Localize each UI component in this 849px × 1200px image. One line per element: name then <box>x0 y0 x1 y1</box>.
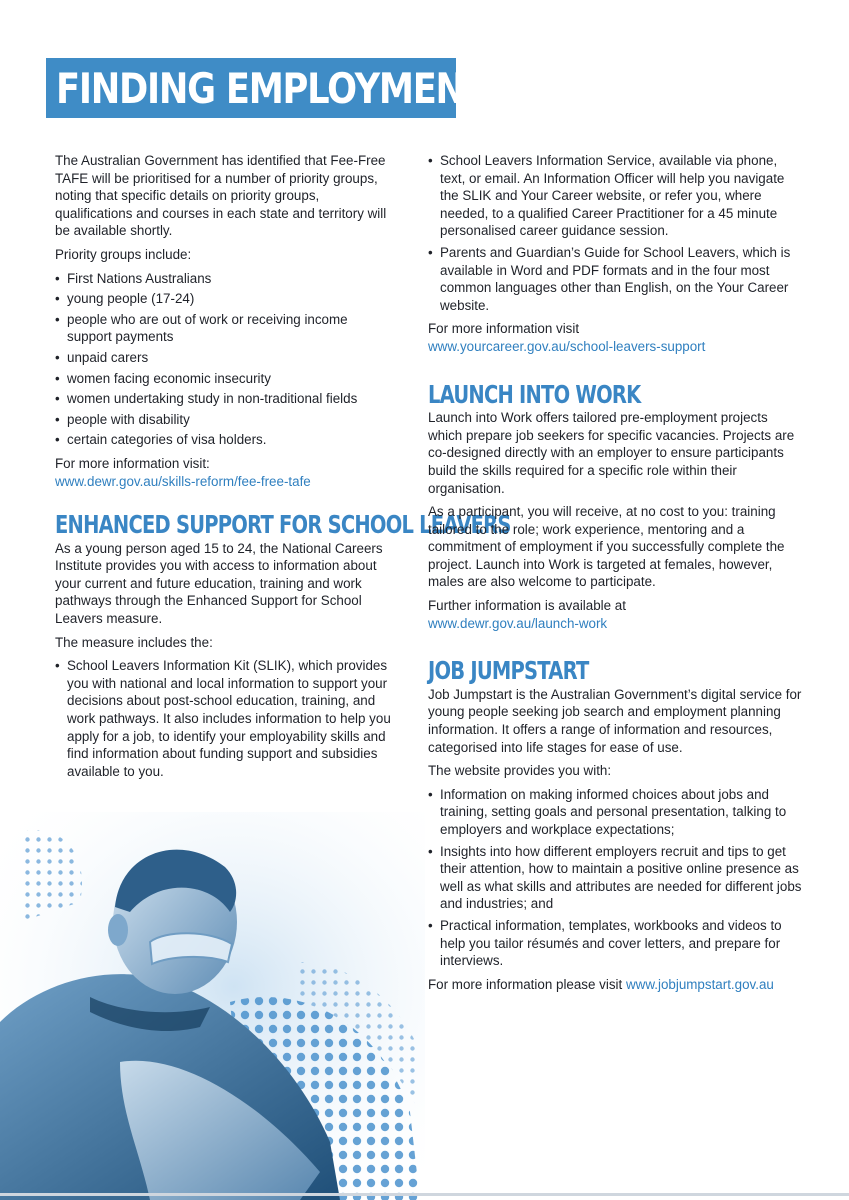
launch-paragraph-2: As a participant, you will receive, at no cost to you: training tailored to the role; work experience, mentoring and a commitment of employment if you successfully complete the project. Launch into Work is targeted at females, however, males are also welcome to participate. <box>428 504 785 590</box>
priority-groups-list <box>55 270 395 449</box>
school-leavers-list-part1 <box>55 657 395 780</box>
jobjumpstart-link[interactable]: www.jobjumpstart.gov.au <box>625 976 774 992</box>
launch-more-info <box>428 597 803 632</box>
list-item: • young people (17-24) <box>55 290 395 308</box>
fee-free-more-info-label: For more information visit: <box>55 455 210 471</box>
school-leavers-more-info <box>428 320 803 355</box>
school-leavers-support-link[interactable]: www.yourcareer.gov.au/school-leavers-support <box>428 338 706 354</box>
list-item: • certain categories of visa holders. <box>55 431 395 449</box>
page-title: FINDING EMPLOYMENT <box>56 63 487 113</box>
list-item: • School Leavers Information Kit (SLIK), which provides you with national and local information to support your decisions about post-school education, training, and work pathways. It also includes information to help you apply for a job, to identify your employability skills and find information about funding support and subsidies available to you. <box>55 657 395 780</box>
launch-paragraph-1: Launch into Work offers tailored pre-employment projects which prepare job seekers for specific vacancies. Projects are co-designed directly with an employer to ensure participants build the skills required for a specific role within their organisation. <box>428 410 795 496</box>
list-item: • Insights into how different employers recruit and tips to get their attention, how to maintain a positive online presence as well as what skills and attributes are needed for different jobs and industries; and <box>428 843 803 913</box>
worker-photo <box>0 812 425 1200</box>
list-item: • School Leavers Information Service, available via phone, text, or email. An Information Officer will help you navigate the SLIK and Your Career website, or refer you, where needed, to a qualified Career Practitioner for a 45 minute personalised career guidance session. <box>428 152 803 240</box>
measure-label: The measure includes the: <box>55 634 213 650</box>
priority-groups-label: Priority groups include: <box>55 246 192 262</box>
list-item: • women undertaking study in non-traditional fields <box>55 390 395 408</box>
right-column <box>428 152 803 999</box>
fee-free-tafe-link[interactable]: www.dewr.gov.au/skills-reform/fee-free-tafe <box>55 473 311 489</box>
footer-divider <box>0 1193 849 1196</box>
worker-illustration <box>0 812 425 1200</box>
list-item: • unpaid carers <box>55 349 395 367</box>
section-heading-school-leavers: ENHANCED SUPPORT FOR SCHOOL LEAVERS <box>55 510 511 540</box>
jumpstart-paragraph: Job Jumpstart is the Australian Government’s digital service for young people seeking job search and employment planning information. It offers a range of information and resources, categorised into life stages for ease of use. <box>428 686 802 755</box>
section-heading-job-jumpstart: JOB JUMPSTART <box>428 656 589 686</box>
list-item: • Parents and Guardian’s Guide for School Leavers, which is available in Word and PDF formats and in the four most common languages other than English, on the Your Career website. <box>428 244 803 314</box>
jumpstart-more-info-label: For more information please visit <box>428 976 623 992</box>
school-leavers-list-part2 <box>428 152 803 314</box>
page-title-banner <box>46 58 487 118</box>
jumpstart-website-label: The website provides you with: <box>428 763 612 779</box>
school-leavers-more-info-label: For more information visit <box>428 321 580 337</box>
jumpstart-more-info <box>428 976 803 994</box>
list-item: • women facing economic insecurity <box>55 370 395 388</box>
list-item: • First Nations Australians <box>55 270 395 288</box>
list-item: • Information on making informed choices about jobs and training, setting goals and personal presentation, talking to employers and workplace expectations; <box>428 786 803 839</box>
intro-paragraph: The Australian Government has identified that Fee-Free TAFE will be prioritised for a number of priority groups, noting that specific details on priority groups, qualifications and courses in each state and territory will be available shortly. <box>55 153 387 239</box>
list-item: • people who are out of work or receiving income support payments <box>55 311 395 346</box>
jumpstart-list <box>428 786 803 970</box>
section-heading-launch-into-work: LAUNCH INTO WORK <box>428 379 641 409</box>
school-leavers-paragraph: As a young person aged 15 to 24, the National Careers Institute provides you with access to information about your current and future education, training and work pathways through the Enhanced Support for School Leavers measure. <box>55 540 383 627</box>
launch-more-info-label: Further information is available at <box>428 598 626 614</box>
list-item: • Practical information, templates, workbooks and videos to help you tailor résumés and cover letters, and prepare for interviews. <box>428 917 803 970</box>
fee-free-more-info <box>55 455 395 490</box>
list-item: • people with disability <box>55 411 395 429</box>
launch-work-link[interactable]: www.dewr.gov.au/launch-work <box>428 615 608 631</box>
